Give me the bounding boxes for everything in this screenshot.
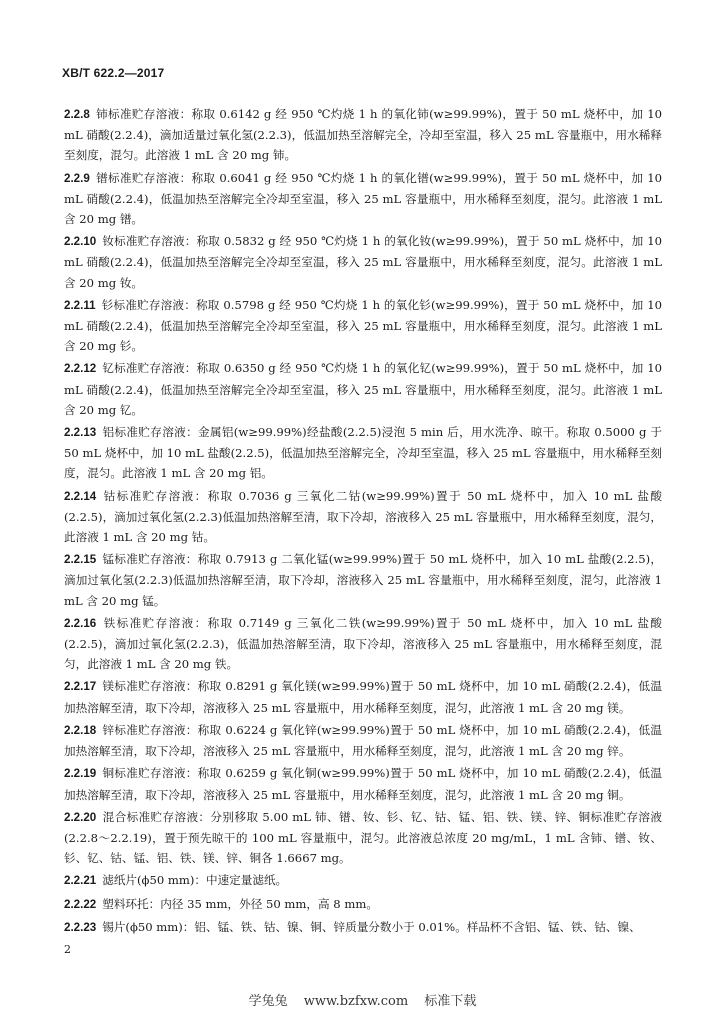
clause-paragraph <box>64 870 662 891</box>
clause-paragraph <box>64 168 662 230</box>
clause-paragraph <box>64 807 662 869</box>
clause-text: 锡片(ϕ50 mm)：铝、锰、铁、钴、镍、铜、锌质量分数小于 0.01%。样品杯不含铝、锰、铁、钴、镍、 <box>102 919 641 934</box>
document-body <box>64 104 662 940</box>
footer-watermark <box>0 990 725 1009</box>
clause-text: 铈标准贮存溶液：称取 0.6142 g 经 950 ℃灼烧 1 h 的氧化铈(w≥99.99%)，置于 50 mL 烧杯中，加 10 mL 硝酸(2.2.4)，滴加适量过氧化氢(2.2.3)，低温加热至溶解完全，冷却至室温，移入 25 mL 容量瓶中，用水稀释至刻度，混匀。此溶液 1 mL 含 20 mg 铈。 <box>64 107 662 163</box>
clause-text: 锌标准贮存溶液：称取 0.6224 g 氧化锌(w≥99.99%)置于 50 mL 烧杯中，加 10 mL 硝酸(2.2.4)，低温加热溶解至清，取下冷却，溶液移入 25 mL 容量瓶中，用水稀释至刻度，混匀，此溶液 1 mL 含 20 mg 锌。 <box>64 722 662 759</box>
clause-number: 2.2.20 <box>64 810 97 824</box>
clause-text: 铝标准贮存溶液：金属铝(w≥99.99%)经盐酸(2.2.5)浸泡 5 min 后，用水洗净、晾干。称取 0.5000 g 于 50 mL 烧杯中，加 10 mL 盐酸(2.2.5)，低温加热至溶解完全，冷却至室温，移入 25 mL 容量瓶中，用水稀释至刻度，混匀。此溶液 1 mL 含 20 mg 铝。 <box>64 425 662 481</box>
clause-number: 2.2.17 <box>64 680 97 694</box>
clause-paragraph <box>64 763 662 804</box>
clause-text: 铜标准贮存溶液：称取 0.6259 g 氧化铜(w≥99.99%)置于 50 mL 烧杯中，加 10 mL 硝酸(2.2.4)，低温加热溶解至清，取下冷却，溶液移入 25 mL 容量瓶中，用水稀释至刻度，混匀，此溶液 1 mL 含 20 mg 铜。 <box>64 766 662 802</box>
clause-number: 2.2.18 <box>64 723 97 737</box>
clause-number: 2.2.10 <box>64 235 97 249</box>
clause-paragraph <box>64 104 662 166</box>
clause-paragraph <box>64 676 662 717</box>
clause-text: 钇标准贮存溶液：称取 0.6350 g 经 950 ℃灼烧 1 h 的氧化钇(w≥99.99%)，置于 50 mL 烧杯中，加 10 mL 硝酸(2.2.4)，低温加热至溶解完全冷却至室温，移入 25 mL 容量瓶中，用水稀释至刻度，混匀。此溶液 1 mL 含 20 mg 钇。 <box>64 361 662 417</box>
clause-paragraph <box>64 613 662 675</box>
clause-text: 铁标准贮存溶液：称取 0.7149 g 三氧化二铁(w≥99.99%)置于 50 mL 烧杯中，加入 10 mL 盐酸(2.2.5)，滴加过氧化氢(2.2.3)，低温加热溶解至清，取下冷却，溶液移入 25 mL 容量瓶中，用水稀释至刻度，混匀，此溶液 1 mL 含 20 mg 铁。 <box>64 615 662 672</box>
clause-paragraph <box>64 917 662 938</box>
clause-paragraph <box>64 358 662 420</box>
clause-number: 2.2.21 <box>64 874 97 888</box>
clause-text: 滤纸片(ϕ50 mm)：中速定量滤纸。 <box>102 873 288 888</box>
clause-number: 2.2.14 <box>64 489 97 503</box>
clause-text: 混合标准贮存溶液：分别移取 5.00 mL 铈、镨、钕、钐、钇、钴、锰、铝、铁、镁、锌、铜标准贮存溶液(2.2.8～2.2.19)，置于预先晾干的 100 mL 容量瓶中，混匀。此溶液总浓度 20 mg/mL，1 mL 含铈、镨、钕、钐、钇、钴、锰、铝、铁、镁、锌、铜各 1.6667 mg。 <box>64 809 662 866</box>
footer-site-name: 学兔兔 <box>248 994 288 1009</box>
clause-number: 2.2.22 <box>64 897 97 911</box>
clause-number: 2.2.13 <box>64 426 97 440</box>
clause-paragraph <box>64 295 662 357</box>
clause-paragraph <box>64 231 662 293</box>
clause-paragraph <box>64 422 662 484</box>
clause-text: 塑料环托：内径 35 mm，外径 50 mm，高 8 mm。 <box>102 896 378 911</box>
clause-paragraph <box>64 549 662 611</box>
clause-text: 镨标准贮存溶液：称取 0.6041 g 经 950 ℃灼烧 1 h 的氧化镨(w≥99.99%)，置于 50 mL 烧杯中，加 10 mL 硝酸(2.2.4)，低温加热至溶解完全冷却至室温，移入 25 mL 容量瓶中，用水稀释至刻度，混匀。此溶液 1 mL 含 20 mg 镨。 <box>64 170 662 227</box>
clause-number: 2.2.19 <box>64 767 97 781</box>
clause-text: 钐标准贮存溶液：称取 0.5798 g 经 950 ℃灼烧 1 h 的氧化钐(w≥99.99%)，置于 50 mL 烧杯中，加 10 mL 硝酸(2.2.4)，低温加热至溶解完全冷却至室温，移入 25 mL 容量瓶中，用水稀释至刻度，混匀。此溶液 1 mL 含 20 mg 钐。 <box>64 297 662 354</box>
clause-text: 钴标准贮存溶液：称取 0.7036 g 三氧化二钴(w≥99.99%)置于 50 mL 烧杯中，加入 10 mL 盐酸(2.2.5)，滴加过氧化氢(2.2.3)低温加热溶解至清，取下冷却，溶液移入 25 mL 容量瓶中，用水稀释至刻度，混匀，此溶液 1 mL 含 20 mg 钴。 <box>64 488 662 545</box>
clause-text: 镁标准贮存溶液：称取 0.8291 g 氧化镁(w≥99.99%)置于 50 mL 烧杯中，加 10 mL 硝酸(2.2.4)，低温加热溶解至清，取下冷却，溶液移入 25 mL 容量瓶中，用水稀释至刻度，混匀，此溶液 1 mL 含 20 mg 镁。 <box>64 679 662 715</box>
document-id-header: XB/T 622.2—2017 <box>62 66 165 80</box>
clause-number: 2.2.23 <box>64 920 97 934</box>
clause-text: 锰标准贮存溶液：称取 0.7913 g 二氧化锰(w≥99.99%)置于 50 mL 烧杯中，加入 10 mL 盐酸(2.2.5)，滴加过氧化氢(2.2.3)低温加热溶解至清，取下冷却，溶液移入 25 mL 容量瓶中，用水稀释至刻度，混匀，此溶液 1 mL 含 20 mg 锰。 <box>64 552 662 608</box>
clause-number: 2.2.15 <box>64 553 97 567</box>
clause-number: 2.2.8 <box>64 108 90 121</box>
clause-number: 2.2.16 <box>64 616 97 630</box>
clause-text: 钕标准贮存溶液：称取 0.5832 g 经 950 ℃灼烧 1 h 的氧化钕(w≥99.99%)，置于 50 mL 烧杯中，加 10 mL 硝酸(2.2.4)，低温加热至溶解完全冷却至室温，移入 25 mL 容量瓶中，用水稀释至刻度，混匀。此溶液 1 mL 含 20 mg 钕。 <box>64 234 662 290</box>
clause-number: 2.2.11 <box>64 298 96 312</box>
page-number: 2 <box>64 943 71 956</box>
clause-number: 2.2.9 <box>64 171 90 185</box>
footer-url[interactable]: www.bzfxw.com <box>303 994 409 1009</box>
footer-tagline: 标准下载 <box>424 994 477 1009</box>
clause-paragraph <box>64 894 662 915</box>
clause-number: 2.2.12 <box>64 362 97 376</box>
clause-paragraph <box>64 720 662 761</box>
clause-paragraph <box>64 486 662 548</box>
